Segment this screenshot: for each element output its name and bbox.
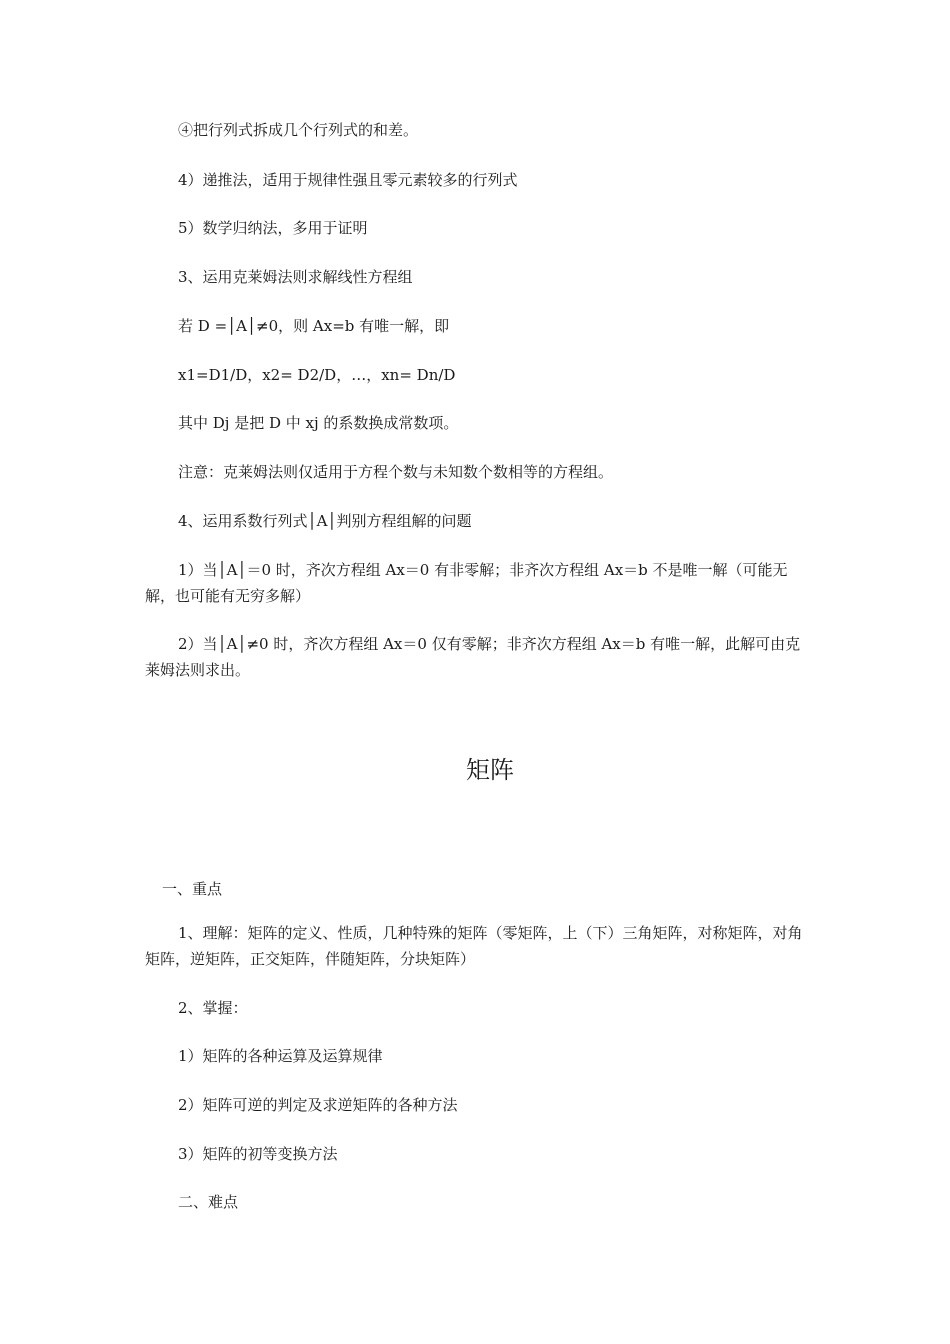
text-line-dj-definition: 其中 Dj 是把 D 中 xj 的系数换成常数项。 [178,414,459,432]
text-line-determinant-criterion-heading: 4、运用系数行列式│A│判别方程组解的问题 [178,512,472,530]
section-title-matrix: 矩阵 [466,756,514,784]
paragraph-understand-matrices: 1、理解：矩阵的定义、性质，几种特殊的矩阵（零矩阵，上（下）三角矩阵，对称矩阵，对角矩阵，逆矩阵，正交矩阵，伴随矩阵，分块矩阵） [145,924,803,968]
text-line-cramer-heading: 3、运用克莱姆法则求解线性方程组 [178,268,413,286]
text-line-split-determinant: ④把行列式拆成几个行列式的和差。 [178,121,419,139]
heading-key-points: 一、重点 [162,880,223,898]
heading-difficulties: 二、难点 [178,1193,239,1211]
paragraph-det-zero-case: 1）当│A│＝0 时，齐次方程组 Ax＝0 有非零解；非齐次方程组 Ax＝b 不是唯一解（可能无解，也可能有无穷多解） [145,561,788,605]
text-line-elementary-transform: 3）矩阵的初等变换方法 [178,1145,338,1163]
text-line-recursion-method: 4）递推法，适用于规律性强且零元素较多的行列式 [178,171,518,189]
text-line-matrix-inverse: 2）矩阵可逆的判定及求逆矩阵的各种方法 [178,1096,458,1114]
text-line-cramer-condition: 若 D =│A│≠0，则 Ax=b 有唯一解，即 [178,317,450,335]
text-line-cramer-note: 注意：克莱姆法则仅适用于方程个数与未知数个数相等的方程组。 [178,463,614,481]
text-line-induction-method: 5）数学归纳法，多用于证明 [178,219,368,237]
text-line-master: 2、掌握： [178,999,248,1017]
text-line-matrix-operations: 1）矩阵的各种运算及运算规律 [178,1047,383,1065]
paragraph-det-nonzero-case: 2）当│A│≠0 时，齐次方程组 Ax＝0 仅有零解；非齐次方程组 Ax＝b 有唯一解，此解可由克莱姆法则求出。 [145,635,801,679]
text-line-cramer-formula: x1=D1/D，x2= D2/D，…，xn= Dn/D [178,366,456,384]
